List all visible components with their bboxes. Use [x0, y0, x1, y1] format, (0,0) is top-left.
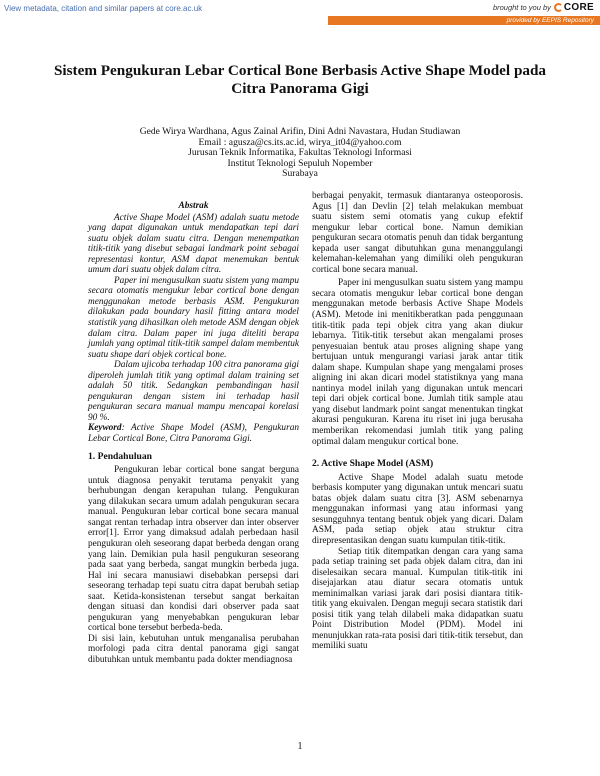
abstract-body — [88, 213, 299, 424]
brought-by-text: brought to you by — [492, 3, 551, 12]
author-email: Email : agusza@cs.its.ac.id, wirya_it04@yahoo.com — [198, 136, 402, 148]
core-label: CORE — [563, 2, 594, 13]
abstract-paragraph: Paper ini mengusulkan suatu sistem yang mampu secara otomatis mengukur lebar cortical bone dengan menggunakan metode berbasis ASM. Pengukuran dilakukan pada boundary hasil fitting antara model statistik yang dihasilkan oleh metode ASM dengan objek dalam citra. Dalam paper ini juga diteliti berapa jumlah yang optimal titik-titik sampel dalam membentuk suatu shape dari objek cortical bone. — [88, 275, 299, 360]
section-2-heading: 2. Active Shape Model (ASM) — [312, 458, 434, 470]
right-column — [312, 191, 523, 652]
section-1-heading: 1. Pendahuluan — [88, 450, 152, 462]
author-institution: Institut Teknologi Sepuluh Nopember — [227, 157, 373, 169]
abstract-paragraph: Dalam ujicoba terhadap 100 citra panorama gigi diperoleh jumlah titik yang optimal dalam training set adalah 50 titik. Sedangkan pembandingan hasil pengukuran dengan sistem ini terhadap hasil pengukuran secara manual mampu mencapai korelasi 90 %. — [88, 360, 299, 423]
body-paragraph: Setiap titik ditempatkan dengan cara yang sama pada setiap training set pada objek dalam citra, dan ini diselesaikan secara manual. Kumpulan titik-titik ini disejajarkan atau diatur secara otomatis untuk meminimalkan variasi jarak dari posisi diantara titik-titik yang ekuivalen. Dengan meguji secara statistik dari posisi titik yang telah dilabeli maka didapatkan suatu Point Distribution Model (PDM). Model ini menunjukkan rata-rata posisi dari titik-titik tersebut, dan memiliki suatu — [312, 546, 523, 652]
body-paragraph: Di sisi lain, kebutuhan untuk menganalisa perubahan morfologi pada citra dental panorama gigi sangat dibutuhkan untuk membantu pada dokter mendiagnosa — [88, 633, 299, 665]
body-paragraph: Paper ini mengusulkan suatu sistem yang mampu secara otomatis mengukur lebar cortical bone dengan menggunakan metode berbasis Active Shape Models (ASM). Metode ini menitikberatkan pada penggunaan titik-titik pada tepi objek citra yang akan diukur lebarnya. Titik-titik tersebut akan mengalami proses penyesuaian bentuk atau proses aligning shape yang bertujuan untuk mengurangi variasi jarak antar titik dalam shape. Kumpulan shape yang mengalami proses aligning ini akan dicari model statistiknya yang mana nantinya model inilah yang digunakan untuk mencari tepi dari objek cortical bone. Jumlah titik sample atau yang disebut landmark point sangat menentukan tingkat akurasi pengukuran. Karena itu riset ini juga berusaha memberikan rekomendasi jumlah titik yang paling optimal dalam mengukur cortical bone. — [312, 278, 523, 447]
left-column — [88, 201, 299, 666]
page-number: 1 — [297, 741, 303, 752]
keyword-list: : Active Shape Model (ASM), Pengukuran Lebar Cortical Bone, Citra Panorama Gigi. — [88, 423, 299, 445]
author-names: Gede Wirya Wardhana, Agus Zainal Arifin, Dini Adni Navastara, Hudan Studiawan — [139, 126, 461, 137]
abstract-paragraph: Active Shape Model (ASM) adalah suatu metode yang dapat digunakan untuk mendapatkan tepi dari suatu objek dalam suatu citra. Dengan menempatkan titik-titik yang disebut sebagai landmark point sebagai representasi kontur, ASM dapat menemukan bentuk umum dari suatu objek dalam citra. — [88, 212, 299, 276]
repository-bar — [328, 16, 600, 25]
core-logo-icon — [554, 3, 563, 12]
body-paragraph: Active Shape Model adalah suatu metode berbasis komputer yang digunakan untuk mencari suatu batas objek dalam suatu citra [3]. ASM sebenarnya menggunakan informasi yang atau informasi yang sesungguhnya tentang bentuk objek yang dicari. Dalam ASM, pada setiap objek atau struktur citra direpresentasikan dengan suatu kumpulan titik-titik. — [312, 472, 523, 546]
body-paragraph: Pengukuran lebar cortical bone sangat berguna untuk diagnosa penyakit terutama penyakit yang berhubungan dengan kerapuhan tulang. Pengukuran yang dilakukan secara umum adalah pengukuran secara manual. Pengukuran lebar cortical bone secara manual sangat rentan terhadap intra observer dan inter observer error[1]. Error yang dimaksud adalah perbedaan hasil pengukuran oleh seseorang dapat berbeda dengan orang yang lain. Demikian pula hasil pengukuran seseorang pada saat yang berbeda, sangat mungkin berbeda juga. Hal ini secara manusiawi disebabkan persepsi dari seseorang terhadap tepi suatu citra dapat berubah setiap saat. Ketida-konsistenan tersebut sangat berkaitan dengan situasi dan kondisi dari observer pada saat pengukuran yang menyebabkan pengukuran lebar cortical bone tersebut berbeda-beda. — [88, 465, 299, 634]
paper-title: Sistem Pengukuran Lebar Cortical Bone Berbasis Active Shape Model pada Citra Panorama Gigi — [53, 62, 547, 97]
body-paragraph: berbagai penyakit, termasuk diantaranya osteoporosis. Agus [1] dan Devlin [2] telah melakukan membuat suatu sistem semi otomatis yang cukup efektif mengukur lebar cortical bone. Namun demikian pengukuran secara otomatis penuh dan tidak bergantung kepada user sangat dibutuhkan guna menanggulangi kelemahan-kelemahan yang dimiliki oleh pengukuran cortical bone secara manual. — [312, 191, 523, 275]
core-metadata-link[interactable]: View metadata, citation and similar papers at core.ac.uk — [4, 4, 203, 13]
author-city: Surabaya — [282, 168, 318, 180]
author-department: Jurusan Teknik Informatika, Fakultas Teknologi Informasi — [188, 147, 412, 159]
author-block — [40, 127, 560, 180]
keyword-label: Keyword — [88, 423, 122, 434]
abstract-heading: Abstrak — [178, 201, 209, 211]
keywords — [88, 423, 299, 444]
core-branding[interactable] — [493, 2, 594, 13]
repository-label: provided by EEPIS Repository — [506, 17, 594, 24]
